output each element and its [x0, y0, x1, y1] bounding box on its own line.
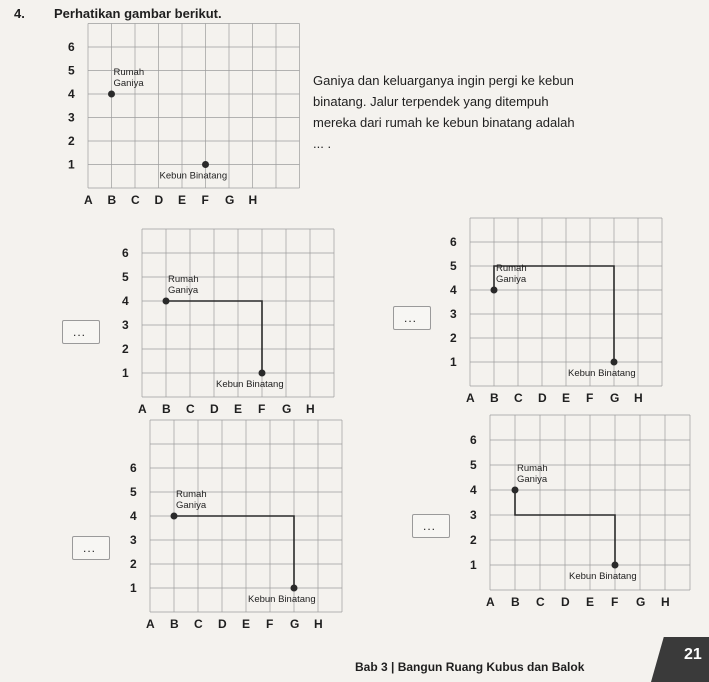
row-label: 5: [68, 63, 75, 78]
row-label: 4: [68, 87, 75, 101]
house-point: [491, 287, 498, 294]
option-grid-figure-1: [122, 229, 334, 416]
column-label: B: [162, 402, 171, 416]
question-line-2: binatang. Jalur terpendek yang ditempuh: [313, 94, 549, 109]
option-grid-figure-4: [470, 415, 690, 609]
row-label: 5: [470, 458, 477, 472]
row-label: 2: [130, 557, 137, 571]
column-label: B: [170, 617, 179, 631]
column-label: A: [486, 595, 495, 609]
column-label: B: [511, 595, 520, 609]
column-label: H: [634, 391, 643, 405]
row-label: 6: [68, 40, 75, 54]
column-label: E: [178, 193, 187, 207]
row-label: 1: [130, 581, 137, 595]
column-label: G: [636, 595, 646, 609]
zoo-point: [611, 359, 618, 366]
row-label: 6: [450, 235, 457, 249]
column-label: A: [84, 193, 93, 207]
column-label: G: [610, 391, 620, 405]
row-label: 3: [470, 508, 477, 522]
question-number: 4.: [14, 6, 25, 21]
house-label-ganiya: Ganiya: [113, 78, 144, 89]
row-label: 4: [130, 509, 137, 523]
row-label: 4: [122, 294, 129, 308]
row-label: 3: [450, 307, 457, 321]
column-label: C: [514, 391, 523, 405]
column-label: F: [258, 402, 266, 416]
column-label: E: [562, 391, 571, 405]
column-label: D: [210, 402, 219, 416]
column-label: B: [490, 391, 499, 405]
zoo-label: Kebun Binatang: [216, 379, 284, 390]
house-point: [171, 513, 178, 520]
row-label: 1: [470, 558, 477, 572]
column-label: H: [661, 595, 670, 609]
row-label: 2: [470, 533, 477, 547]
option-grid-figure-2: [450, 218, 662, 405]
column-label: A: [146, 617, 155, 631]
option-blank-4: ...: [423, 519, 437, 533]
column-label: F: [586, 391, 594, 405]
row-label: 5: [122, 270, 129, 284]
answer-blank: ... .: [313, 136, 332, 151]
zoo-point: [612, 562, 619, 569]
option-blank-2: ...: [404, 311, 418, 325]
question-line-3: mereka dari rumah ke kebun binatang adalah: [313, 115, 575, 130]
house-label-rumah: Rumah: [176, 489, 207, 500]
house-point: [163, 298, 170, 305]
house-point: [108, 91, 115, 98]
row-label: 2: [68, 134, 75, 148]
column-label: C: [131, 193, 140, 207]
zoo-label: Kebun Binatang: [159, 170, 228, 182]
house-label-ganiya: Ganiya: [517, 474, 548, 485]
question-line-1: Ganiya dan keluarganya ingin pergi ke kebun: [313, 73, 574, 88]
column-label: C: [186, 402, 195, 416]
row-label: 3: [68, 110, 75, 125]
column-label: H: [314, 617, 323, 631]
zoo-point: [259, 370, 266, 377]
question-title: Perhatikan gambar berikut.: [54, 6, 222, 21]
row-label: 1: [122, 366, 129, 380]
column-label: D: [218, 617, 227, 631]
house-label-rumah: Rumah: [113, 67, 145, 78]
row-label: 3: [122, 318, 129, 332]
house-label-ganiya: Ganiya: [496, 274, 527, 285]
column-label: F: [266, 617, 274, 631]
zoo-label: Kebun Binatang: [248, 594, 316, 605]
column-label: F: [201, 193, 209, 207]
zoo-label: Kebun Binatang: [569, 571, 637, 582]
row-label: 4: [470, 483, 477, 497]
row-label: 5: [450, 259, 457, 273]
house-label-ganiya: Ganiya: [168, 285, 199, 296]
column-label: G: [290, 617, 300, 631]
house-point: [512, 487, 519, 494]
column-label: C: [536, 595, 545, 609]
page-number: 21: [684, 646, 702, 663]
column-label: A: [466, 391, 475, 405]
row-label: 6: [130, 461, 137, 475]
main-grid-figure: [68, 24, 300, 208]
row-label: 4: [450, 283, 457, 297]
column-label: E: [586, 595, 595, 609]
column-label: H: [306, 402, 315, 416]
house-label-rumah: Rumah: [168, 274, 199, 285]
route-path: [174, 516, 294, 588]
zoo-point: [291, 585, 298, 592]
row-label: 3: [130, 533, 137, 547]
row-label: 1: [68, 157, 75, 172]
column-label: D: [154, 193, 164, 207]
column-label: B: [107, 193, 117, 207]
house-label-rumah: Rumah: [517, 463, 548, 474]
zoo-label: Kebun Binatang: [568, 368, 636, 379]
column-label: G: [282, 402, 292, 416]
zoo-point: [202, 161, 209, 168]
column-label: H: [248, 193, 258, 207]
row-label: 1: [450, 355, 457, 369]
column-label: F: [611, 595, 619, 609]
column-label: A: [138, 402, 147, 416]
option-blank-1: ...: [73, 325, 87, 339]
column-label: D: [561, 595, 570, 609]
column-label: E: [242, 617, 251, 631]
column-label: C: [194, 617, 203, 631]
house-label-ganiya: Ganiya: [176, 500, 207, 511]
option-blank-3: ...: [83, 541, 97, 555]
option-grid-figure-3: [130, 420, 342, 631]
column-label: D: [538, 391, 547, 405]
row-label: 2: [122, 342, 129, 356]
house-label-rumah: Rumah: [496, 263, 527, 274]
row-label: 5: [130, 485, 137, 499]
row-label: 6: [470, 433, 477, 447]
row-label: 2: [450, 331, 457, 345]
column-label: G: [225, 193, 235, 207]
column-label: E: [234, 402, 243, 416]
footer-chapter-title: Bab 3 | Bangun Ruang Kubus dan Balok: [355, 660, 585, 674]
row-label: 6: [122, 246, 129, 260]
